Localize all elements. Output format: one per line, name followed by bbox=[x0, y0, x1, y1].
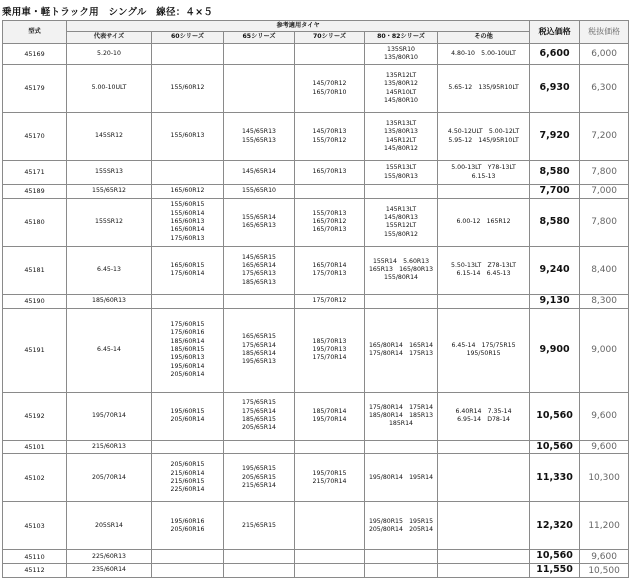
series-65-cell bbox=[224, 308, 295, 392]
price-incl-tax-cell: 8,580 bbox=[530, 198, 580, 246]
tire-size-text: 165/60R12 bbox=[170, 187, 205, 195]
representative-size-cell bbox=[67, 113, 152, 161]
representative-size-cell bbox=[67, 185, 152, 199]
table-row bbox=[3, 113, 629, 161]
series-80-82-cell bbox=[365, 440, 438, 454]
series-60-cell bbox=[152, 550, 224, 564]
series-60-cell bbox=[152, 185, 224, 199]
tire-size-text: 145/80R12 bbox=[384, 144, 418, 152]
tire-size-text: 6.45-13 bbox=[97, 266, 121, 274]
price-excl-tax-cell: 9,600 bbox=[580, 392, 629, 440]
tire-size-text: 145SR12 bbox=[95, 132, 123, 140]
tire-size-text: 175/65R14 bbox=[242, 341, 276, 349]
tire-size-text: 235/60R14 bbox=[92, 566, 126, 574]
tire-size-text: 175/65R13 bbox=[242, 270, 276, 278]
tire-size-text: 145/65R15 bbox=[242, 253, 276, 261]
price-excl-tax-cell: 6,300 bbox=[580, 65, 629, 113]
tire-size-text: 205/70R14 bbox=[92, 473, 126, 481]
price-incl-tax-cell: 6,600 bbox=[530, 44, 580, 65]
price-excl-tax-cell: 9,000 bbox=[580, 308, 629, 392]
tire-size-text: 205SR14 bbox=[95, 521, 123, 529]
series-70-cell bbox=[295, 198, 365, 246]
chain-spec-table bbox=[2, 20, 629, 578]
table-row bbox=[3, 564, 629, 578]
price-incl-tax-cell: 9,900 bbox=[530, 308, 580, 392]
series-70-cell bbox=[295, 564, 365, 578]
tire-size-text: 175/60R13 bbox=[170, 234, 205, 242]
price-excl-tax-cell: 7,000 bbox=[580, 185, 629, 199]
model-cell: 45180 bbox=[3, 198, 67, 246]
tire-size-text: 165/65R13 bbox=[242, 222, 276, 230]
series-80-82-cell bbox=[365, 308, 438, 392]
series-80-82-cell bbox=[365, 246, 438, 294]
series-65-cell bbox=[224, 440, 295, 454]
tire-size-text: 155/70R13 bbox=[312, 209, 347, 217]
tire-size-text: 155/80R12 bbox=[384, 230, 418, 238]
price-incl-tax-cell: 8,580 bbox=[530, 161, 580, 185]
tire-size-text: 6.15-13 bbox=[471, 172, 496, 180]
other-cell bbox=[438, 44, 530, 65]
header-other: その他 bbox=[438, 32, 530, 44]
price-incl-tax-cell: 11,330 bbox=[530, 454, 580, 502]
model-cell: 45189 bbox=[3, 185, 67, 199]
table-row bbox=[3, 308, 629, 392]
series-65-cell bbox=[224, 454, 295, 502]
tire-size-text: 155/60R14 bbox=[170, 209, 205, 217]
series-70-cell bbox=[295, 550, 365, 564]
model-cell: 45101 bbox=[3, 440, 67, 454]
model-cell: 45102 bbox=[3, 454, 67, 502]
price-incl-tax-cell: 10,560 bbox=[530, 550, 580, 564]
series-65-cell bbox=[224, 161, 295, 185]
representative-size-cell bbox=[67, 308, 152, 392]
series-80-82-cell bbox=[365, 454, 438, 502]
model-cell: 45110 bbox=[3, 550, 67, 564]
price-excl-tax-cell: 9,600 bbox=[580, 440, 629, 454]
header-series-65: 65シリーズ bbox=[224, 32, 295, 44]
tire-size-text: 205/65R15 bbox=[242, 473, 276, 481]
tire-size-text: 205/80R14 205R14 bbox=[368, 525, 434, 533]
table-row bbox=[3, 294, 629, 308]
tire-size-text: 225/60R13 bbox=[92, 552, 126, 560]
tire-size-text: 165/65R14 bbox=[242, 261, 276, 269]
header-series-60: 60シリーズ bbox=[152, 32, 224, 44]
tire-size-text: 135R13LT bbox=[385, 119, 417, 127]
price-excl-tax-cell: 6,000 bbox=[580, 44, 629, 65]
representative-size-cell bbox=[67, 454, 152, 502]
tire-size-text: 185/65R15 bbox=[242, 416, 276, 424]
tire-size-text: 165/70R10 bbox=[312, 88, 347, 96]
price-excl-tax-cell: 7,800 bbox=[580, 198, 629, 246]
series-60-cell bbox=[152, 246, 224, 294]
table-row bbox=[3, 440, 629, 454]
other-cell bbox=[438, 113, 530, 161]
table-row bbox=[3, 246, 629, 294]
tire-size-text: 155R13LT bbox=[385, 164, 417, 172]
tire-size-text: 145/65R14 bbox=[242, 168, 276, 176]
price-incl-tax-cell: 9,240 bbox=[530, 246, 580, 294]
series-80-82-cell bbox=[365, 392, 438, 440]
tire-size-text: 195/70R13 bbox=[312, 345, 347, 353]
price-incl-tax-cell: 7,920 bbox=[530, 113, 580, 161]
series-70-cell bbox=[295, 44, 365, 65]
series-70-cell bbox=[295, 113, 365, 161]
tire-size-text: 155/65R13 bbox=[242, 136, 276, 144]
tire-size-text: 135/80R10 bbox=[384, 54, 418, 61]
tire-size-text: 225/60R14 bbox=[170, 486, 205, 494]
model-cell: 45190 bbox=[3, 294, 67, 308]
page-title: 乗用車・軽トラック用 シングル 線径：４×５ bbox=[2, 7, 213, 18]
series-80-82-cell bbox=[365, 44, 438, 65]
model-cell: 45191 bbox=[3, 308, 67, 392]
tire-size-text: 165/65R15 bbox=[242, 333, 276, 341]
table-row bbox=[3, 161, 629, 185]
series-65-cell bbox=[224, 564, 295, 578]
price-excl-tax-cell: 7,200 bbox=[580, 113, 629, 161]
tire-size-text: 155/65R12 bbox=[92, 187, 126, 195]
tire-size-text: 5.00-13LT Y78-13LT bbox=[451, 164, 516, 172]
representative-size-cell bbox=[67, 550, 152, 564]
tire-size-text: 185/60R14 bbox=[170, 337, 205, 345]
series-60-cell bbox=[152, 113, 224, 161]
price-incl-tax-cell: 6,930 bbox=[530, 65, 580, 113]
series-80-82-cell bbox=[365, 161, 438, 185]
series-80-82-cell bbox=[365, 65, 438, 113]
tire-size-text: 155/80R13 bbox=[384, 172, 418, 180]
tire-size-text: 185/60R13 bbox=[92, 297, 126, 305]
tire-size-text: 195/50R15 bbox=[466, 350, 501, 358]
tire-size-text: 205/60R16 bbox=[170, 525, 205, 533]
price-excl-tax-cell: 11,200 bbox=[580, 502, 629, 550]
other-cell bbox=[438, 185, 530, 199]
tire-size-text: 155SR13 bbox=[95, 168, 123, 176]
header-price-excl-tax: 税抜価格 bbox=[580, 21, 629, 44]
series-80-82-cell bbox=[365, 198, 438, 246]
tire-size-text: 5.95-12 145/95R10LT bbox=[448, 136, 519, 144]
tire-size-text: 175/70R12 bbox=[312, 297, 347, 305]
tire-size-text: 205/65R14 bbox=[242, 424, 276, 432]
series-65-cell bbox=[224, 65, 295, 113]
series-80-82-cell bbox=[365, 550, 438, 564]
tire-size-text: 145R13LT bbox=[385, 205, 417, 213]
tire-size-text: 175/65R15 bbox=[242, 399, 276, 407]
series-70-cell bbox=[295, 246, 365, 294]
other-cell bbox=[438, 564, 530, 578]
series-60-cell bbox=[152, 308, 224, 392]
model-cell: 45181 bbox=[3, 246, 67, 294]
tire-size-text: 215/65R14 bbox=[242, 482, 276, 490]
model-cell: 45192 bbox=[3, 392, 67, 440]
tire-size-text: 165/70R12 bbox=[312, 218, 347, 226]
model-cell: 45169 bbox=[3, 44, 67, 65]
model-cell: 45112 bbox=[3, 564, 67, 578]
representative-size-cell bbox=[67, 65, 152, 113]
table-row bbox=[3, 454, 629, 502]
representative-size-cell bbox=[67, 198, 152, 246]
tire-size-text: 165/60R14 bbox=[170, 226, 205, 234]
tire-size-text: 165/70R13 bbox=[312, 226, 347, 234]
representative-size-cell bbox=[67, 246, 152, 294]
tire-size-text: 175/60R15 bbox=[170, 320, 205, 328]
tire-size-text: 155/60R12 bbox=[170, 84, 205, 92]
tire-size-text: 135R12LT bbox=[385, 71, 417, 79]
table-row bbox=[3, 392, 629, 440]
series-70-cell bbox=[295, 454, 365, 502]
tire-size-text: 175/60R14 bbox=[170, 270, 205, 278]
other-cell bbox=[438, 440, 530, 454]
tire-size-text: 135/80R13 bbox=[384, 128, 418, 136]
tire-size-text: 6.95-14 D78-14 bbox=[457, 416, 510, 424]
header-model: 型式 bbox=[3, 21, 67, 44]
series-65-cell bbox=[224, 113, 295, 161]
series-60-cell bbox=[152, 44, 224, 65]
tire-size-text: 155/80R14 bbox=[384, 274, 418, 282]
series-60-cell bbox=[152, 392, 224, 440]
price-excl-tax-cell: 8,300 bbox=[580, 294, 629, 308]
series-65-cell bbox=[224, 198, 295, 246]
tire-size-text: 155R14 5.60R13 bbox=[372, 257, 430, 265]
tire-size-text: 165/70R14 bbox=[312, 261, 347, 269]
tire-size-text: 5.50-13LT Z78-13LT bbox=[451, 261, 517, 269]
header-price-incl-tax: 税込価格 bbox=[530, 21, 580, 44]
series-65-cell bbox=[224, 44, 295, 65]
tire-size-text: 6.40R14 7.35-14 bbox=[455, 407, 512, 415]
tire-size-text: 155/70R12 bbox=[312, 136, 347, 144]
tire-size-text: 195/70R14 bbox=[92, 411, 126, 419]
representative-size-cell bbox=[67, 294, 152, 308]
table-row bbox=[3, 550, 629, 564]
tire-size-text: 185/80R14 185R13 bbox=[368, 411, 434, 419]
series-60-cell bbox=[152, 161, 224, 185]
tire-size-text: 195/70R15 bbox=[312, 469, 347, 477]
series-65-cell bbox=[224, 550, 295, 564]
representative-size-cell bbox=[67, 44, 152, 65]
tire-size-text: 205/60R14 bbox=[170, 416, 205, 424]
tire-size-text: 195/60R16 bbox=[170, 517, 205, 525]
other-cell bbox=[438, 392, 530, 440]
tire-size-text: 195/60R13 bbox=[170, 354, 205, 362]
tire-size-text: 155/65R14 bbox=[242, 213, 276, 221]
table-row bbox=[3, 502, 629, 550]
tire-size-text: 5.65-12 135/95R10LT bbox=[448, 84, 519, 92]
tire-size-text: 185/70R14 bbox=[312, 407, 347, 415]
series-60-cell bbox=[152, 65, 224, 113]
tire-size-text: 195/70R14 bbox=[312, 416, 347, 424]
table-row bbox=[3, 44, 629, 65]
tire-size-text: 155/60R15 bbox=[170, 201, 205, 209]
tire-size-text: 215/60R13 bbox=[92, 442, 126, 450]
other-cell bbox=[438, 502, 530, 550]
series-80-82-cell bbox=[365, 185, 438, 199]
series-60-cell bbox=[152, 440, 224, 454]
price-incl-tax-cell: 12,320 bbox=[530, 502, 580, 550]
header-representative-size: 代表サイズ bbox=[67, 32, 152, 44]
price-excl-tax-cell: 10,500 bbox=[580, 564, 629, 578]
tire-size-text: 215/60R15 bbox=[170, 477, 205, 485]
table-row bbox=[3, 65, 629, 113]
header-reference-tires: 参考適用タイヤ bbox=[67, 21, 530, 32]
tire-size-text: 155R12LT bbox=[385, 222, 417, 230]
series-70-cell bbox=[295, 185, 365, 199]
tire-size-text: 165/60R15 bbox=[170, 261, 205, 269]
tire-size-text: 145R10LT bbox=[385, 88, 417, 96]
tire-size-text: 195/80R15 195R15 bbox=[368, 517, 434, 525]
tire-size-text: 195/60R14 bbox=[170, 362, 205, 370]
other-cell bbox=[438, 246, 530, 294]
series-80-82-cell bbox=[365, 113, 438, 161]
tire-size-text: 5.20-10 bbox=[97, 49, 121, 57]
header-series-70: 70シリーズ bbox=[295, 32, 365, 44]
price-incl-tax-cell: 10,560 bbox=[530, 440, 580, 454]
series-60-cell bbox=[152, 294, 224, 308]
series-70-cell bbox=[295, 392, 365, 440]
representative-size-cell bbox=[67, 440, 152, 454]
tire-size-text: 185/65R14 bbox=[242, 350, 276, 358]
series-70-cell bbox=[295, 308, 365, 392]
tire-size-text: 6.45-14 175/75R15 bbox=[451, 341, 516, 349]
other-cell bbox=[438, 294, 530, 308]
tire-size-text: 185/60R15 bbox=[170, 345, 205, 353]
tire-size-text: 165/70R13 bbox=[312, 168, 347, 176]
price-excl-tax-cell: 7,800 bbox=[580, 161, 629, 185]
series-80-82-cell bbox=[365, 502, 438, 550]
tire-size-text: 145/70R12 bbox=[312, 80, 347, 88]
other-cell bbox=[438, 454, 530, 502]
model-cell: 45103 bbox=[3, 502, 67, 550]
tire-size-text: 195/65R13 bbox=[242, 358, 276, 366]
price-incl-tax-cell: 10,560 bbox=[530, 392, 580, 440]
tire-size-text: 145/65R13 bbox=[242, 128, 276, 136]
price-incl-tax-cell: 7,700 bbox=[530, 185, 580, 199]
tire-size-text: 5.00-10ULT bbox=[91, 84, 127, 92]
tire-size-text: 175/65R14 bbox=[242, 407, 276, 415]
series-70-cell bbox=[295, 294, 365, 308]
tire-size-text: 195/60R15 bbox=[170, 407, 205, 415]
model-cell: 45179 bbox=[3, 65, 67, 113]
model-cell: 45170 bbox=[3, 113, 67, 161]
representative-size-cell bbox=[67, 161, 152, 185]
series-60-cell bbox=[152, 502, 224, 550]
tire-size-text: 205/60R15 bbox=[170, 461, 205, 469]
series-65-cell bbox=[224, 246, 295, 294]
series-65-cell bbox=[224, 294, 295, 308]
tire-size-text: 155SR12 bbox=[95, 218, 123, 226]
tire-size-text: 6.00-12 165R12 bbox=[456, 218, 511, 226]
series-80-82-cell bbox=[365, 294, 438, 308]
price-incl-tax-cell: 9,130 bbox=[530, 294, 580, 308]
series-65-cell bbox=[224, 185, 295, 199]
representative-size-cell bbox=[67, 502, 152, 550]
tire-size-text: 135SR10 bbox=[387, 45, 415, 53]
tire-size-text: 4.80-10 5.00-10ULT bbox=[451, 49, 516, 57]
price-excl-tax-cell: 9,600 bbox=[580, 550, 629, 564]
tire-size-text: 145/80R13 bbox=[384, 213, 418, 221]
tire-size-text: 155/65R10 bbox=[242, 187, 276, 195]
tire-size-text: 175/70R14 bbox=[312, 354, 347, 362]
series-60-cell bbox=[152, 564, 224, 578]
series-60-cell bbox=[152, 198, 224, 246]
price-incl-tax-cell: 11,550 bbox=[530, 564, 580, 578]
tire-size-text: 145/70R13 bbox=[312, 128, 347, 136]
other-cell bbox=[438, 550, 530, 564]
tire-size-text: 165/80R14 165R14 bbox=[368, 341, 434, 349]
tire-size-text: 4.50-12ULT 5.00-12LT bbox=[447, 128, 520, 136]
tire-size-text: 195/80R14 195R14 bbox=[368, 473, 434, 481]
series-80-82-cell bbox=[365, 564, 438, 578]
tire-size-text: 135/80R12 bbox=[384, 80, 418, 88]
table-body bbox=[3, 44, 629, 578]
table-row bbox=[3, 185, 629, 199]
series-60-cell bbox=[152, 454, 224, 502]
tire-size-text: 165/60R13 bbox=[170, 218, 205, 226]
other-cell bbox=[438, 161, 530, 185]
other-cell bbox=[438, 65, 530, 113]
series-70-cell bbox=[295, 161, 365, 185]
table-row bbox=[3, 198, 629, 246]
tire-size-text: 6.15-14 6.45-13 bbox=[456, 270, 511, 278]
representative-size-cell bbox=[67, 564, 152, 578]
tire-size-text: 175/80R14 175R14 bbox=[368, 403, 434, 411]
price-excl-tax-cell: 8,400 bbox=[580, 246, 629, 294]
header-series-80-82: 80・82シリーズ bbox=[365, 32, 438, 44]
tire-size-text: 195/65R15 bbox=[242, 465, 276, 473]
price-excl-tax-cell: 10,300 bbox=[580, 454, 629, 502]
series-65-cell bbox=[224, 392, 295, 440]
series-65-cell bbox=[224, 502, 295, 550]
tire-size-text: 215/60R14 bbox=[170, 469, 205, 477]
series-70-cell bbox=[295, 440, 365, 454]
tire-size-text: 215/65R15 bbox=[242, 521, 276, 529]
tire-size-text: 175/70R13 bbox=[312, 270, 347, 278]
tire-size-text: 175/80R14 175R13 bbox=[368, 350, 434, 358]
series-70-cell bbox=[295, 502, 365, 550]
other-cell bbox=[438, 198, 530, 246]
tire-size-text: 6.45-14 bbox=[97, 345, 121, 353]
tire-size-text: 185R14 bbox=[389, 420, 413, 428]
tire-size-text: 185/70R13 bbox=[312, 337, 347, 345]
tire-size-text: 145R12LT bbox=[385, 136, 417, 144]
tire-size-text: 215/70R14 bbox=[312, 477, 347, 485]
series-70-cell bbox=[295, 65, 365, 113]
model-cell: 45171 bbox=[3, 161, 67, 185]
other-cell bbox=[438, 308, 530, 392]
tire-size-text: 165R13 165/80R13 bbox=[368, 266, 434, 274]
tire-size-text: 145/80R10 bbox=[384, 96, 418, 104]
tire-size-text: 205/60R14 bbox=[170, 371, 205, 379]
tire-size-text: 185/65R13 bbox=[242, 278, 276, 286]
representative-size-cell bbox=[67, 392, 152, 440]
tire-size-text: 175/60R16 bbox=[170, 329, 205, 337]
tire-size-text: 155/60R13 bbox=[170, 132, 205, 140]
